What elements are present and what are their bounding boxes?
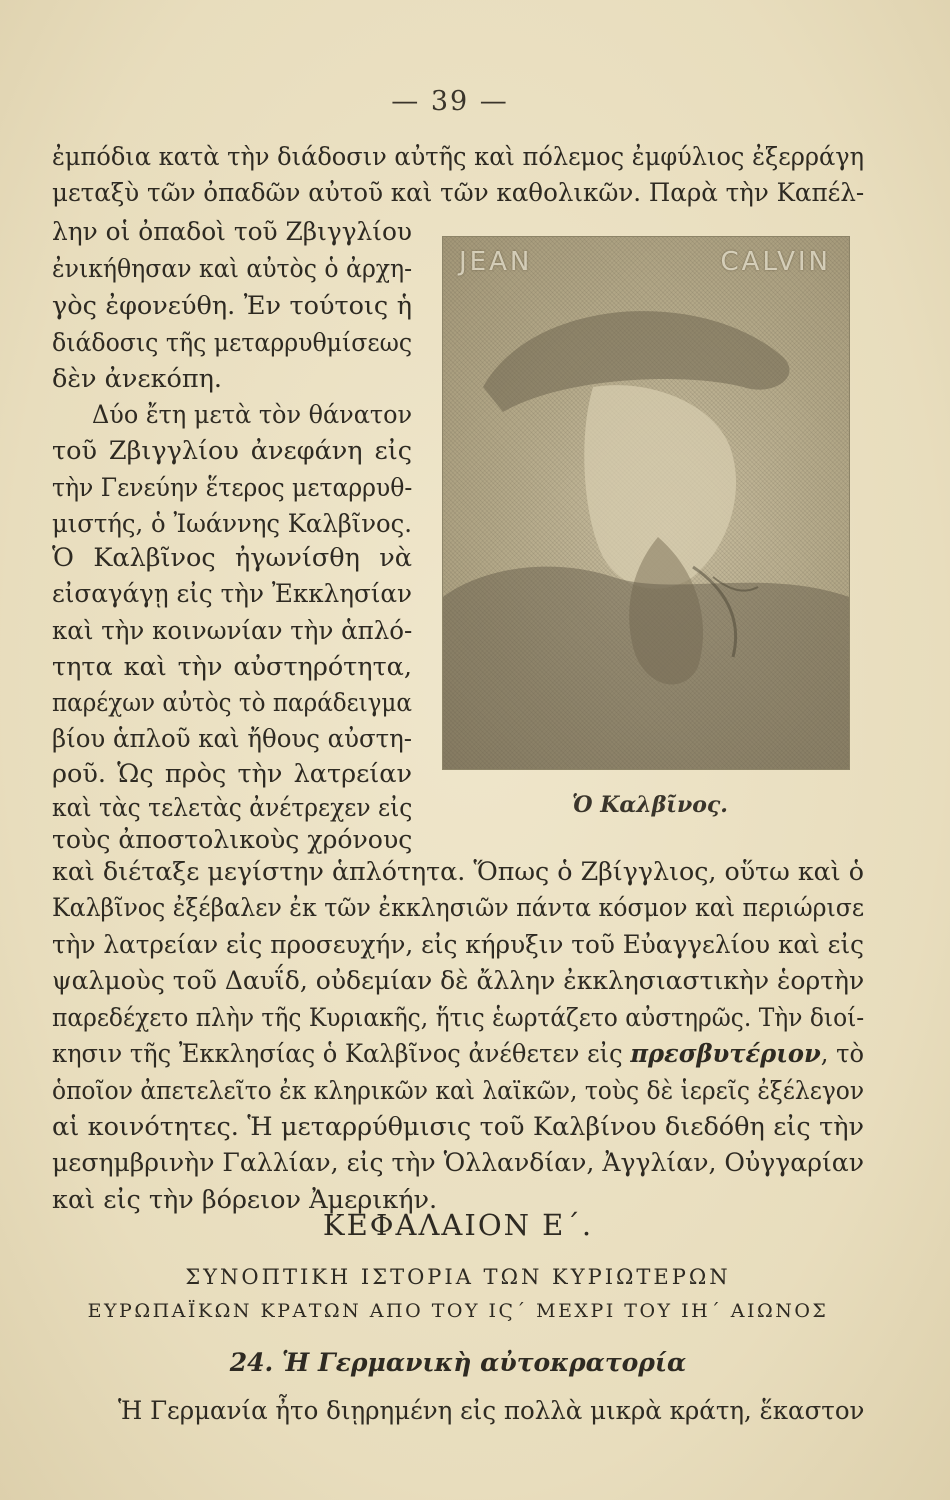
text-line: ψαλμοὺς τοῦ Δαυΐδ, οὐδεμίαν δὲ ἄλλην ἐκκλησιαστικὴν ἑορτὴν: [52, 966, 865, 996]
text-line: Καλβῖνος ἐξέβαλεν ἐκ τῶν ἐκκλησιῶν πάντα κόσμον καὶ περιώρισε: [52, 893, 865, 923]
text-line: καὶ διέταξε μεγίστην ἁπλότητα. Ὅπως ὁ Ζβίγγλιος, οὕτω καὶ ὁ: [52, 857, 864, 887]
chapter-heading: ΚΕΦΑΛΑΙΟΝ Ε΄.: [322, 1208, 594, 1242]
section-heading: 24. Ἡ Γερμανικὴ αὐτοκρατορία: [229, 1348, 687, 1377]
text-line: ἐμπόδια κατὰ τὴν διάδοσιν αὐτῆς καὶ πόλεμος ἐμφύλιος ἐξερράγη: [52, 142, 864, 172]
text-line: τὴν λατρείαν εἰς προσευχήν, εἰς κήρυξιν τοῦ Εὐαγγελίου καὶ εἰς: [52, 930, 864, 960]
plate-label-right: CALVIN: [720, 247, 831, 277]
text-line: αἱ κοινότητες. Ἡ μεταρρύθμισις τοῦ Καλβίνου διεδόθη εἰς τὴν: [52, 1112, 864, 1142]
text-line: Ἡ Γερμανία ἦτο διῃρημένη εἰς πολλὰ μικρὰ κράτη, ἕκαστον: [118, 1396, 865, 1426]
text-line: τητα καὶ τὴν αὐστηρότητα,: [52, 652, 412, 682]
text-line: γὸς ἐφονεύθη. Ἐν τούτοις ἡ: [52, 291, 412, 321]
text-line: μεταξὺ τῶν ὀπαδῶν αὐτοῦ καὶ τῶν καθολικῶν. Παρὰ τὴν Καπέλ-: [52, 178, 865, 208]
text-line: μεσημβρινὴν Γαλλίαν, εἰς τὴν Ὁλλανδίαν, Ἀγγλίαν, Οὐγγαρίαν: [52, 1148, 864, 1178]
text-line: μιστής, ὁ Ἰωάννης Καλβῖνος.: [52, 509, 412, 539]
text-line: ἐνικήθησαν καὶ αὐτὸς ὁ ἀρχη-: [52, 254, 413, 284]
chapter-subtitle-line-2: ΕΥΡΩΠΑΪΚΩΝ ΚΡΑΤΩΝ ΑΠΟ ΤΟΥ ΙϚ΄ ΜΕΧΡΙ ΤΟΥ ΙΗ΄ ΑΙΩΝΟΣ: [87, 1300, 829, 1322]
text-line: διάδοσις τῆς μεταρρυθμίσεως: [52, 328, 413, 358]
text-line-with-emphasis: [52, 1037, 864, 1071]
text-line: καὶ εἰς τὴν βόρειον Ἀμερικήν.: [52, 1185, 438, 1215]
text-line: βίου ἁπλοῦ καὶ ἤθους αὐστη-: [52, 724, 413, 754]
text-line: Ὁ Καλβῖνος ἠγωνίσθη νὰ: [52, 543, 412, 573]
emphasized-term: πρεσβυτέριον: [630, 1039, 821, 1069]
text-line: τοὺς ἀποστολικοὺς χρόνους: [52, 825, 413, 855]
text-line: ροῦ. Ὡς πρὸς τὴν λατρείαν: [52, 759, 412, 789]
text-line: καὶ τὰς τελετὰς ἀνέτρεχεν εἰς: [52, 793, 413, 823]
text-line: Δύο ἔτη μετὰ τὸν θάνατον: [92, 400, 413, 430]
plate-label-left: JEAN: [459, 247, 533, 277]
text-line: δὲν ἀνεκόπη.: [52, 364, 223, 394]
figure-caption: Ὁ Καλβῖνος.: [572, 792, 728, 818]
text-segment: κησιν τῆς Ἐκκλησίας ὁ Καλβῖνος ἀνέθετεν εἰς: [52, 1039, 631, 1069]
page-number: — 39 —: [391, 86, 509, 117]
text-line: τοῦ Ζβιγγλίου ἀνεφάνη εἰς: [52, 436, 412, 466]
text-line: εἰσαγάγῃ εἰς τὴν Ἐκκλησίαν: [52, 579, 412, 609]
chapter-subtitle-line-1: ΣΥΝΟΠΤΙΚΗ ΙΣΤΟΡΙΑ ΤΩΝ ΚΥΡΙΩΤΕΡΩΝ: [185, 1265, 731, 1289]
portrait-engraving: [443, 237, 849, 769]
text-line: παρέχων αὐτὸς τὸ παράδειγμα: [52, 688, 412, 718]
text-segment: , τὸ: [820, 1039, 865, 1069]
portrait-illustration: [442, 236, 850, 770]
text-line: λην οἱ ὀπαδοὶ τοῦ Ζβιγγλίου: [52, 217, 412, 247]
text-line: παρεδέχετο πλὴν τῆς Κυριακῆς, ἥτις ἑωρτάζετο αὐστηρῶς. Τὴν διοί-: [52, 1003, 865, 1033]
text-line: ὁποῖον ἀπετελεῖτο ἐκ κληρικῶν καὶ λαϊκῶν, τοὺς δὲ ἱερεῖς ἐξέλεγον: [52, 1076, 865, 1106]
text-line: καὶ τὴν κοινωνίαν τὴν ἁπλό-: [52, 616, 413, 646]
text-line: τὴν Γενεύην ἕτερος μεταρρυθ-: [52, 473, 413, 503]
